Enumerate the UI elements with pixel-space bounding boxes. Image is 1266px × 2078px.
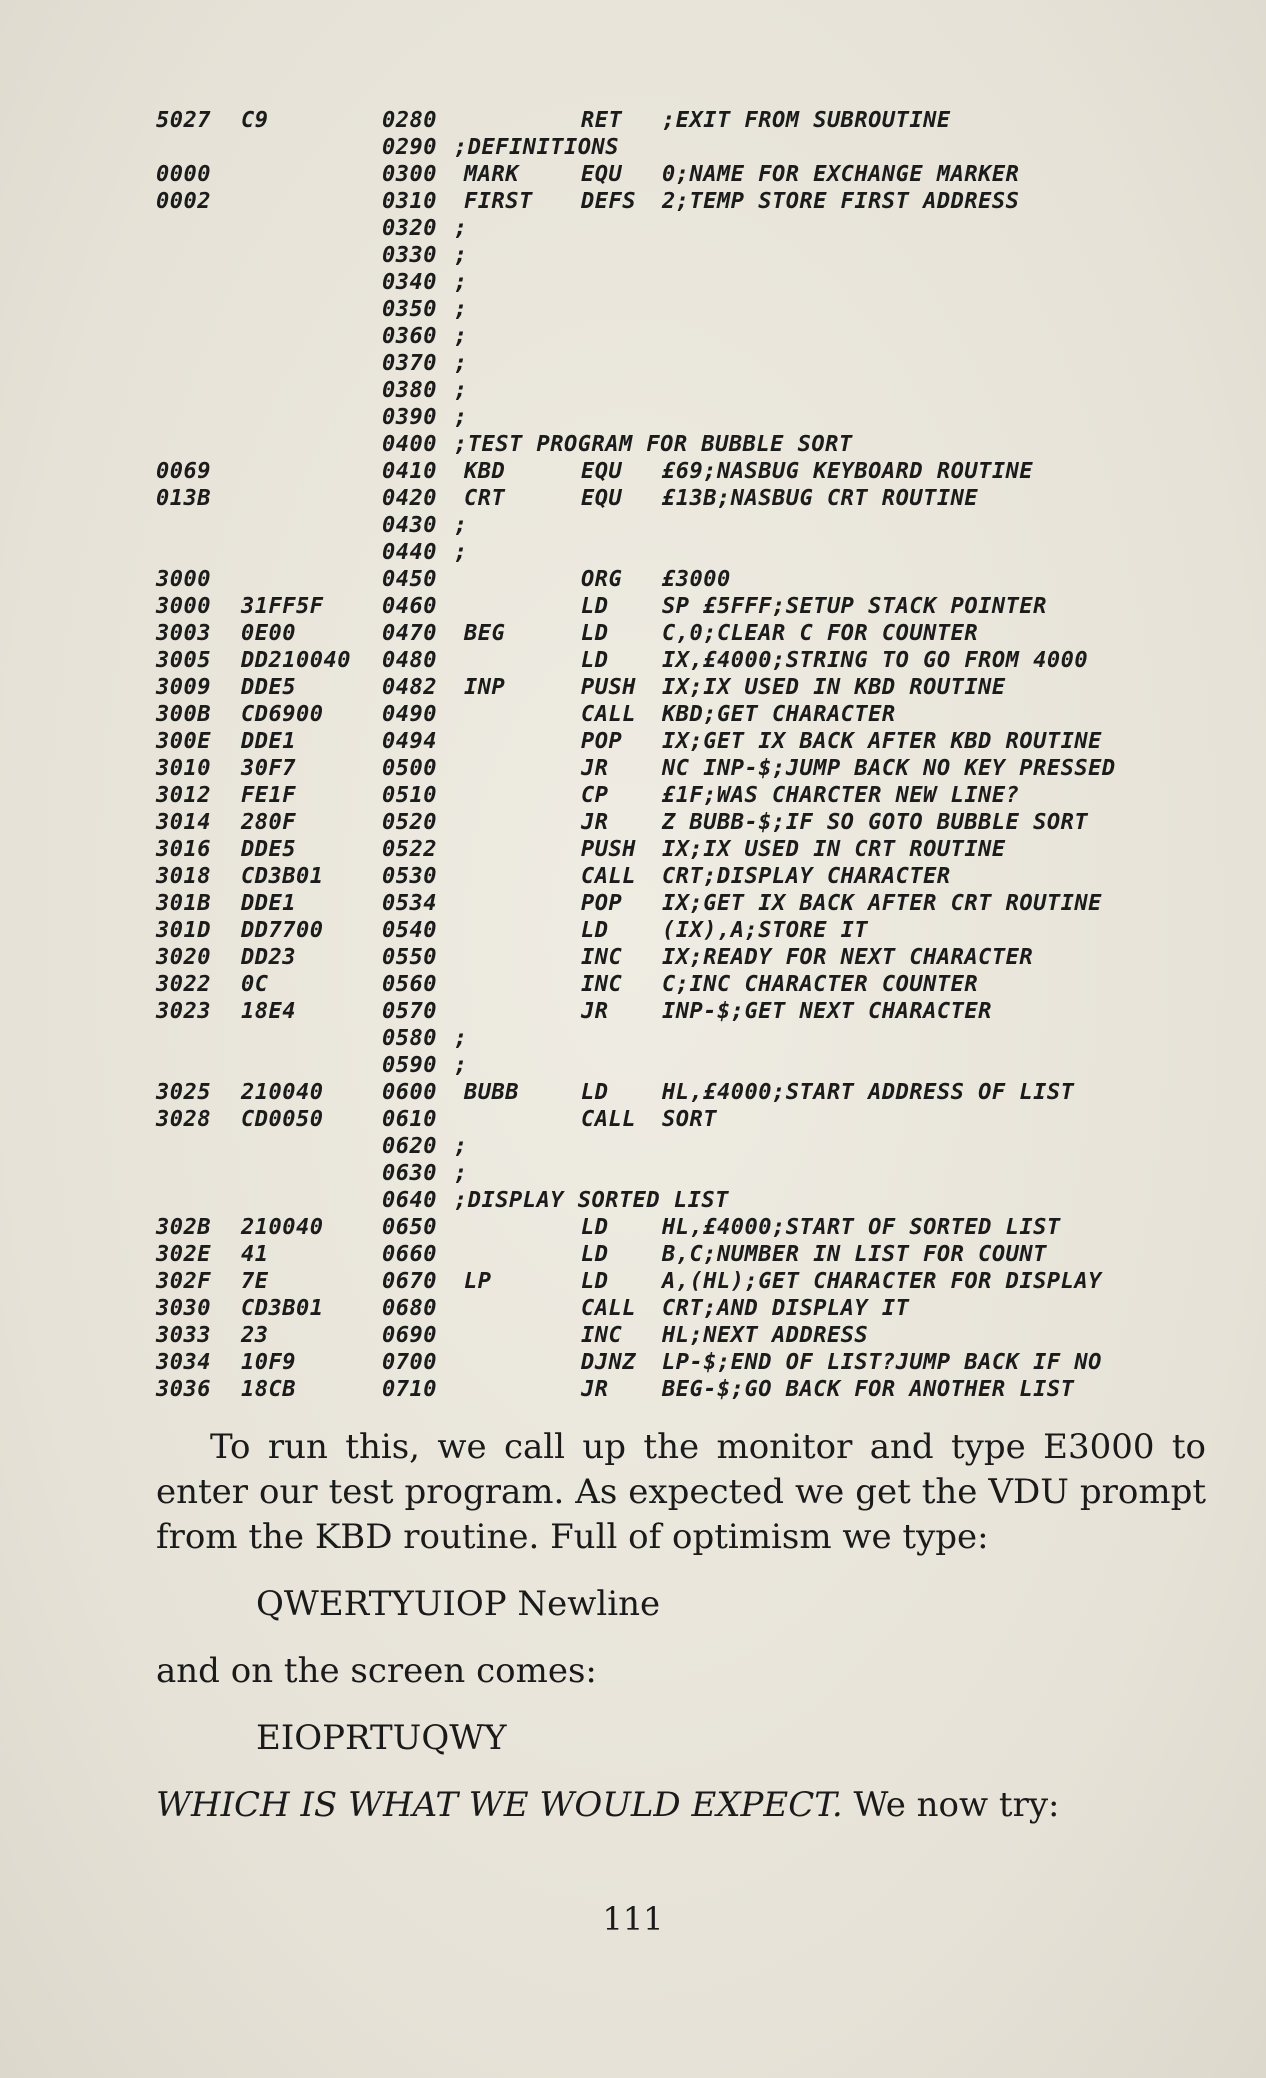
listing-line (156, 755, 1206, 782)
listing-line (156, 566, 1206, 593)
line-number: 0680 (382, 1296, 437, 1321)
operand: B,C;NUMBER IN LIST FOR COUNT (662, 1242, 1047, 1267)
listing-line (156, 647, 1206, 674)
opcode: CALL (581, 702, 636, 727)
address: 3036 (156, 1377, 211, 1402)
listing-line (156, 161, 1206, 188)
opcode: ORG (581, 567, 623, 592)
object-code: DD23 (241, 945, 296, 970)
operand: SORT (662, 1107, 717, 1132)
label: INP (464, 675, 506, 700)
line-number: 0530 (382, 864, 437, 889)
comment: ; (454, 351, 468, 376)
operand: 0;NAME FOR EXCHANGE MARKER (662, 162, 1020, 187)
line-number: 0300 (382, 162, 437, 187)
opcode: LD (581, 918, 609, 943)
opcode: CP (581, 783, 609, 808)
line-number: 0494 (382, 729, 437, 754)
operand: Z BUBB-$;IF SO GOTO BUBBLE SORT (662, 810, 1089, 835)
opcode: LD (581, 621, 609, 646)
object-code: CD0050 (241, 1107, 324, 1132)
operand: £3000 (662, 567, 731, 592)
operand: LP-$;END OF LIST?JUMP BACK IF NO (662, 1350, 1102, 1375)
label: MARK (464, 162, 519, 187)
paragraph-expectation (156, 1783, 1206, 1828)
opcode: CALL (581, 1107, 636, 1132)
label: CRT (464, 486, 506, 511)
address: 3020 (156, 945, 211, 970)
object-code: 210040 (241, 1080, 324, 1105)
line-number: 0560 (382, 972, 437, 997)
line-number: 0470 (382, 621, 437, 646)
address: 300B (156, 702, 211, 727)
comment: ; (454, 378, 468, 403)
label: LP (464, 1269, 492, 1294)
listing-line (156, 404, 1206, 431)
operand: £1F;WAS CHARCTER NEW LINE? (662, 783, 1020, 808)
object-code: 210040 (241, 1215, 324, 1240)
address: 3016 (156, 837, 211, 862)
listing-line (156, 836, 1206, 863)
object-code: 0C (241, 972, 269, 997)
operand: CRT;DISPLAY CHARACTER (662, 864, 951, 889)
label: FIRST (464, 189, 533, 214)
address: 3025 (156, 1080, 211, 1105)
comment: ; (454, 1053, 468, 1078)
comment: ; (454, 513, 468, 538)
operand: £69;NASBUG KEYBOARD ROUTINE (662, 459, 1034, 484)
listing-line (156, 377, 1206, 404)
object-code: 280F (241, 810, 296, 835)
listing-line (156, 809, 1206, 836)
listing-line (156, 1160, 1206, 1187)
line-number: 0320 (382, 216, 437, 241)
line-number: 0480 (382, 648, 437, 673)
operand: C,0;CLEAR C FOR COUNTER (662, 621, 979, 646)
address: 301B (156, 891, 211, 916)
comment: ; (454, 270, 468, 295)
address: 3018 (156, 864, 211, 889)
operand: BEG-$;GO BACK FOR ANOTHER LIST (662, 1377, 1075, 1402)
comment: ;TEST PROGRAM FOR BUBBLE SORT (454, 432, 853, 457)
listing-line (156, 107, 1206, 134)
listing-line (156, 620, 1206, 647)
address: 3030 (156, 1296, 211, 1321)
listing-line (156, 1349, 1206, 1376)
opcode: JR (581, 999, 609, 1024)
address: 3010 (156, 756, 211, 781)
operand: IX,£4000;STRING TO GO FROM 4000 (662, 648, 1089, 673)
listing-line (156, 512, 1206, 539)
opcode: EQU (581, 486, 623, 511)
object-code: 18CB (241, 1377, 296, 1402)
line-number: 0400 (382, 432, 437, 457)
address: 3028 (156, 1107, 211, 1132)
address: 3009 (156, 675, 211, 700)
opcode: RET (581, 108, 623, 133)
object-code: 18E4 (241, 999, 296, 1024)
opcode: LD (581, 1242, 609, 1267)
line-number: 0522 (382, 837, 437, 862)
listing-line (156, 944, 1206, 971)
listing-line (156, 1106, 1206, 1133)
object-code: CD3B01 (241, 864, 324, 889)
listing-line (156, 296, 1206, 323)
address: 3022 (156, 972, 211, 997)
object-code: CD3B01 (241, 1296, 324, 1321)
object-code: 30F7 (241, 756, 296, 781)
operand: KBD;GET CHARACTER (662, 702, 896, 727)
line-number: 0460 (382, 594, 437, 619)
comment: ; (454, 1134, 468, 1159)
address: 302E (156, 1242, 211, 1267)
comment: ; (454, 324, 468, 349)
opcode: PUSH (581, 675, 636, 700)
operand: SP £5FFF;SETUP STACK POINTER (662, 594, 1047, 619)
opcode: EQU (581, 459, 623, 484)
address: 3033 (156, 1323, 211, 1348)
address: 3012 (156, 783, 211, 808)
line-number: 0590 (382, 1053, 437, 1078)
listing-line (156, 674, 1206, 701)
line-number: 0380 (382, 378, 437, 403)
listing-line (156, 1322, 1206, 1349)
address: 3005 (156, 648, 211, 673)
opcode: LD (581, 1269, 609, 1294)
listing-line (156, 998, 1206, 1025)
object-code: DDE5 (241, 675, 296, 700)
paragraph-screen-comes: and on the screen comes: (156, 1651, 597, 1691)
listing-line (156, 242, 1206, 269)
line-number: 0280 (382, 108, 437, 133)
line-number: 0550 (382, 945, 437, 970)
operand: A,(HL);GET CHARACTER FOR DISPLAY (662, 1269, 1102, 1294)
listing-line (156, 1187, 1206, 1214)
paragraph-text: To run this, we call up the monitor and type E3000 to enter our test program. As expected we get the VDU prompt from the KBD routine. Full of optimism we type: (156, 1427, 1206, 1557)
body-text (156, 1425, 1206, 1828)
listing-line (156, 1295, 1206, 1322)
listing-line (156, 539, 1206, 566)
object-code: DD210040 (241, 648, 351, 673)
object-code: 23 (241, 1323, 269, 1348)
comment: ; (454, 1026, 468, 1051)
opcode: LD (581, 648, 609, 673)
line-number: 0420 (382, 486, 437, 511)
operand: HL;NEXT ADDRESS (662, 1323, 869, 1348)
page-number: 111 (602, 1900, 664, 1938)
listing-line (156, 1376, 1206, 1403)
line-number: 0490 (382, 702, 437, 727)
line-number: 0440 (382, 540, 437, 565)
opcode: EQU (581, 162, 623, 187)
object-code: DDE5 (241, 837, 296, 862)
listing-line (156, 1268, 1206, 1295)
operand: HL,£4000;START OF SORTED LIST (662, 1215, 1061, 1240)
address: 0002 (156, 189, 211, 214)
listing-line (156, 1214, 1206, 1241)
operand: (IX),A;STORE IT (662, 918, 869, 943)
operand: C;INC CHARACTER COUNTER (662, 972, 979, 997)
operand: ;EXIT FROM SUBROUTINE (662, 108, 951, 133)
opcode: PUSH (581, 837, 636, 862)
object-code: CD6900 (241, 702, 324, 727)
listing-line (156, 134, 1206, 161)
listing-line (156, 917, 1206, 944)
line-number: 0410 (382, 459, 437, 484)
listing-line (156, 971, 1206, 998)
listing-line (156, 269, 1206, 296)
line-number: 0330 (382, 243, 437, 268)
operand: £13B;NASBUG CRT ROUTINE (662, 486, 979, 511)
line-number: 0370 (382, 351, 437, 376)
listing-line (156, 782, 1206, 809)
opcode: POP (581, 891, 623, 916)
address: 0000 (156, 162, 211, 187)
comment: ; (454, 540, 468, 565)
line-number: 0710 (382, 1377, 437, 1402)
line-number: 0540 (382, 918, 437, 943)
listing-line (156, 863, 1206, 890)
opcode: CALL (581, 864, 636, 889)
object-code: 41 (241, 1242, 269, 1267)
comment: ;DEFINITIONS (454, 135, 619, 160)
operand: NC INP-$;JUMP BACK NO KEY PRESSED (662, 756, 1116, 781)
line-number: 0534 (382, 891, 437, 916)
address: 3014 (156, 810, 211, 835)
object-code: C9 (241, 108, 269, 133)
line-number: 0482 (382, 675, 437, 700)
object-code: 7E (241, 1269, 269, 1294)
address: 3000 (156, 594, 211, 619)
listing-line (156, 215, 1206, 242)
opcode: CALL (581, 1296, 636, 1321)
comment: ; (454, 405, 468, 430)
object-code: DDE1 (241, 729, 296, 754)
listing-line (156, 485, 1206, 512)
line-number: 0360 (382, 324, 437, 349)
address: 3003 (156, 621, 211, 646)
address: 3023 (156, 999, 211, 1024)
comment: ;DISPLAY SORTED LIST (454, 1188, 729, 1213)
address: 013B (156, 486, 211, 511)
line-number: 0430 (382, 513, 437, 538)
line-number: 0350 (382, 297, 437, 322)
line-number: 0670 (382, 1269, 437, 1294)
opcode: LD (581, 594, 609, 619)
address: 0069 (156, 459, 211, 484)
address: 300E (156, 729, 211, 754)
line-number: 0650 (382, 1215, 437, 1240)
line-number: 0610 (382, 1107, 437, 1132)
listing-line (156, 323, 1206, 350)
paragraph-run-instructions (156, 1425, 1206, 1560)
operand: IX;GET IX BACK AFTER CRT ROUTINE (662, 891, 1102, 916)
line-number: 0630 (382, 1161, 437, 1186)
comment: ; (454, 243, 468, 268)
object-code: DDE1 (241, 891, 296, 916)
address: 301D (156, 918, 211, 943)
listing-line (156, 431, 1206, 458)
opcode: POP (581, 729, 623, 754)
operand: HL,£4000;START ADDRESS OF LIST (662, 1080, 1075, 1105)
listing-line (156, 1079, 1206, 1106)
line-number: 0690 (382, 1323, 437, 1348)
address: 3034 (156, 1350, 211, 1375)
comment: ; (454, 297, 468, 322)
typed-input-line: QWERTYUIOP Newline (256, 1584, 661, 1624)
line-number: 0570 (382, 999, 437, 1024)
opcode: DJNZ (581, 1350, 636, 1375)
italic-emphasis: WHICH IS WHAT WE WOULD EXPECT. (156, 1785, 843, 1825)
opcode: JR (581, 756, 609, 781)
listing-line (156, 350, 1206, 377)
opcode: LD (581, 1215, 609, 1240)
operand: CRT;AND DISPLAY IT (662, 1296, 910, 1321)
operand: IX;READY FOR NEXT CHARACTER (662, 945, 1034, 970)
listing-line (156, 1025, 1206, 1052)
opcode: INC (581, 972, 623, 997)
opcode: INC (581, 1323, 623, 1348)
address: 3000 (156, 567, 211, 592)
object-code: 0E00 (241, 621, 296, 646)
comment: ; (454, 216, 468, 241)
line-number: 0700 (382, 1350, 437, 1375)
address: 302B (156, 1215, 211, 1240)
operand: IX;GET IX BACK AFTER KBD ROUTINE (662, 729, 1102, 754)
line-number: 0620 (382, 1134, 437, 1159)
comment: ; (454, 1161, 468, 1186)
listing-line (156, 1133, 1206, 1160)
assembly-listing (156, 107, 1206, 1403)
object-code: 31FF5F (241, 594, 324, 619)
address: 5027 (156, 108, 211, 133)
opcode: LD (581, 1080, 609, 1105)
line-number: 0450 (382, 567, 437, 592)
listing-line (156, 188, 1206, 215)
label: BEG (464, 621, 506, 646)
screen-output-line: EIOPRTUQWY (256, 1718, 507, 1758)
line-number: 0290 (382, 135, 437, 160)
operand: IX;IX USED IN CRT ROUTINE (662, 837, 1006, 862)
line-number: 0390 (382, 405, 437, 430)
listing-line (156, 1241, 1206, 1268)
object-code: 10F9 (241, 1350, 296, 1375)
line-number: 0660 (382, 1242, 437, 1267)
object-code: FE1F (241, 783, 296, 808)
label: KBD (464, 459, 506, 484)
address: 302F (156, 1269, 211, 1294)
line-number: 0580 (382, 1026, 437, 1051)
line-number: 0520 (382, 810, 437, 835)
line-number: 0640 (382, 1188, 437, 1213)
line-number: 0500 (382, 756, 437, 781)
listing-line (156, 458, 1206, 485)
listing-line (156, 890, 1206, 917)
label: BUBB (464, 1080, 519, 1105)
opcode: DEFS (581, 189, 636, 214)
line-number: 0510 (382, 783, 437, 808)
listing-line (156, 1052, 1206, 1079)
opcode: JR (581, 1377, 609, 1402)
operand: IX;IX USED IN KBD ROUTINE (662, 675, 1006, 700)
listing-line (156, 728, 1206, 755)
operand: INP-$;GET NEXT CHARACTER (662, 999, 992, 1024)
listing-line (156, 593, 1206, 620)
opcode: JR (581, 810, 609, 835)
operand: 2;TEMP STORE FIRST ADDRESS (662, 189, 1020, 214)
listing-line (156, 701, 1206, 728)
opcode: INC (581, 945, 623, 970)
paragraph-tail: We now try: (842, 1785, 1060, 1825)
line-number: 0310 (382, 189, 437, 214)
line-number: 0340 (382, 270, 437, 295)
line-number: 0600 (382, 1080, 437, 1105)
object-code: DD7700 (241, 918, 324, 943)
